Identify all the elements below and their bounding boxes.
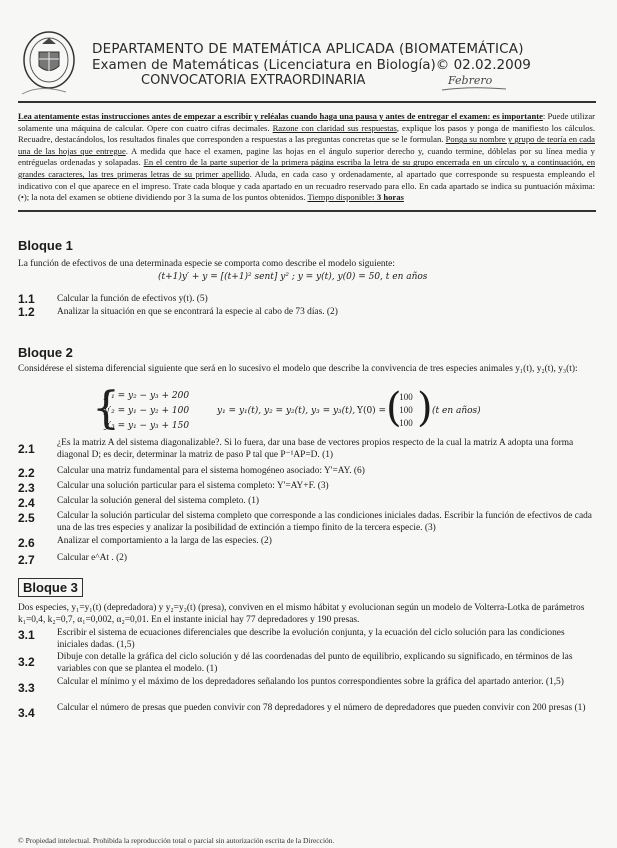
system-eq-1: y′₁ = y₂ − y₃ + 200 — [104, 391, 190, 401]
item-number: 2.3 — [18, 481, 35, 495]
initial-vector-label: Y(0) = — [357, 406, 387, 416]
item-number: 2.7 — [18, 553, 35, 567]
item-number: 2.5 — [18, 511, 35, 525]
item-text: Dibuje con detalle la gráfica del ciclo solución y dé las coordenadas del punto de equilibrio, explicando su significado, en términos de las variables con que se plantea el modelo. (1) — [57, 652, 573, 674]
system-eq-3: y′₃ = y₁ − y₃ + 150 — [104, 421, 190, 431]
item-number: 2.6 — [18, 536, 35, 550]
item-text: Escribir el sistema de ecuaciones diferenciales que describe la evolución conjunta, y la ecuación del ciclo solución para las condiciones iniciales dadas. (1,5) — [57, 628, 565, 650]
item-text: Calcular la función de efectivos y(t). (5) — [57, 294, 208, 304]
item-number: 3.3 — [18, 681, 35, 695]
item-text: Calcular una matriz fundamental para el sistema homogéneo asociado: Y'=AY. (6) — [57, 466, 365, 476]
bloque-1-intro: La función de efectivos de una determinada especie se comporta como describe el modelo siguiente: — [18, 259, 395, 269]
item-number: 2.4 — [18, 496, 35, 510]
system-defs: y₁ = y₁(t), y₂ = y₂(t), y₃ = y₃(t), — [217, 406, 356, 416]
instructions-block: Lea atentamente estas instrucciones antes de empezar a escribir y reléalas cuando haga una pausa y antes de entregar el examen: es importante: Puede utilizar solamente una máquina de calcular. Opere con cuatro cifras decimales. Razone con claridad sus respuestas, explique los pasos y ponga de manifiesto los cálculos. Recuadre, destacándolos, los resultados finales que corresponden a respuestas a las preguntas concretas que se le formulan. Ponga su nombre y grupo de teoría en cada una de las hojas que entregue. A medida que hace el examen, pagine las hojas en el ángulo superior derecho y, cuando termine, dóblelas por su línea media y entréguelas ordenadas y solapadas. En el centro de la parte superior de la primera página escriba la letra de su grupo encerrada en un círculo y, a continuación, en grandes caracteres, las tres primeras letras de su primer apellido. Aluda, en cada caso y ordenadamente, al apartado que corresponde su respuesta empleando el indicativo con el que aparece en el impreso. Trate cada bloque y cada apartado en un recuadro reservado para ello. En cada apartado se indica su puntuación máxima: (•); la nota del examen se obtiene dividiendo por 3 la suma de los puntos obtenidos. Tiempo disponible: 3 horas — [18, 111, 596, 203]
session-title: CONVOCATORIA EXTRAORDINARIA — [141, 73, 366, 88]
bloque-3-intro: Dos especies, y₁=y₁(t) (depredadora) y y₂=y₂(t) (presa), conviven en el mismo hábitat y evolucionan según un modelo de Volterra-Lotka de parámetros k₁=0,4, k₂=0,7, α₁=0,002, α₂=0,01. En el instante inicial hay 77 depredadores y 190 presas. — [18, 603, 585, 625]
item-text: Calcular e^At . (2) — [57, 553, 127, 563]
item-number: 1.1 — [18, 292, 35, 306]
university-seal-icon — [22, 30, 76, 90]
instructions-rule — [18, 210, 596, 212]
department-title: DEPARTAMENTO DE MATEMÁTICA APLICADA (BIOMATEMÁTICA) — [92, 41, 524, 57]
item-number: 2.2 — [18, 466, 35, 480]
item-text: Calcular el mínimo y el máximo de los depredadores señalando los puntos correspondientes sobre la gráfica del apartado anterior. (1,5) — [57, 677, 564, 687]
bloque-2-title: Bloque 2 — [18, 345, 73, 360]
item-text: Calcular el número de presas que pueden convivir con 78 depredadores y el número de depredadores que pueden convivir con 200 presas (1) — [57, 703, 586, 713]
vector-left-paren: ( — [386, 385, 402, 431]
bloque-1-title: Bloque 1 — [18, 238, 73, 253]
vector-entry: 100 — [399, 392, 413, 402]
pen-mark — [20, 86, 70, 96]
top-rule — [18, 101, 596, 103]
system-brace: { — [92, 383, 120, 434]
item-number: 3.4 — [18, 706, 35, 720]
handwritten-month: Febrero — [448, 74, 493, 87]
initial-vector — [394, 391, 418, 430]
item-text: Calcular la solución general del sistema completo. (1) — [57, 496, 260, 506]
item-number: 2.1 — [18, 442, 35, 456]
item-text: ¿Es la matriz A del sistema diagonalizable?. Si lo fuera, dar una base de vectores propios respecto de la cual la matriz A adopta una forma diagonal D; es decir, determinar la matriz de paso P tal que P⁻¹AP=D. (1) — [57, 438, 574, 460]
system-eq-2: y′₂ = y₁ − y₂ + 100 — [104, 406, 190, 416]
vector-right-paren: ) — [417, 385, 433, 431]
bloque-2-intro: Considérese el sistema diferencial siguiente que será en lo sucesivo el modelo que describe la convivencia de tres especies animales y₁(t), y₂(t), y₃(t): — [18, 364, 578, 374]
handwritten-underline — [440, 86, 510, 92]
bloque-1-equation: (t+1)y′ + y = [(t+1)² sent] y² ; y = y(t), y(0) = 50, t en años — [158, 272, 428, 282]
item-text: Analizar el comportamiento a la larga de las especies. (2) — [57, 536, 272, 546]
vector-entry: 100 — [399, 418, 413, 428]
item-number: 3.2 — [18, 655, 35, 669]
item-text: Calcular la solución particular del sistema completo que corresponde a las condiciones iniciales dadas. Escribir la función de efectivos de cada una de las tres especies y analizar la posibilidad de extinción a tiempo finito de la tercera especie. (3) — [57, 511, 592, 533]
copyright-footer: © Propiedad intelectual. Prohibida la reproducción total o parcial sin autorización escrita de la Dirección. — [18, 836, 335, 845]
vector-entry: 100 — [399, 405, 413, 415]
bloque-3-title: Bloque 3 — [18, 578, 83, 597]
item-text: Analizar la situación en que se encontrará la especie al cabo de 73 días. (2) — [57, 307, 338, 317]
item-number: 1.2 — [18, 305, 35, 319]
item-number: 3.1 — [18, 628, 35, 642]
item-text: Calcular una solución particular para el sistema completo: Y'=AY+F. (3) — [57, 481, 329, 491]
exam-title: Examen de Matemáticas (Licenciatura en Biología)© 02.02.2009 — [92, 57, 531, 73]
time-units: (t en años) — [432, 406, 481, 416]
